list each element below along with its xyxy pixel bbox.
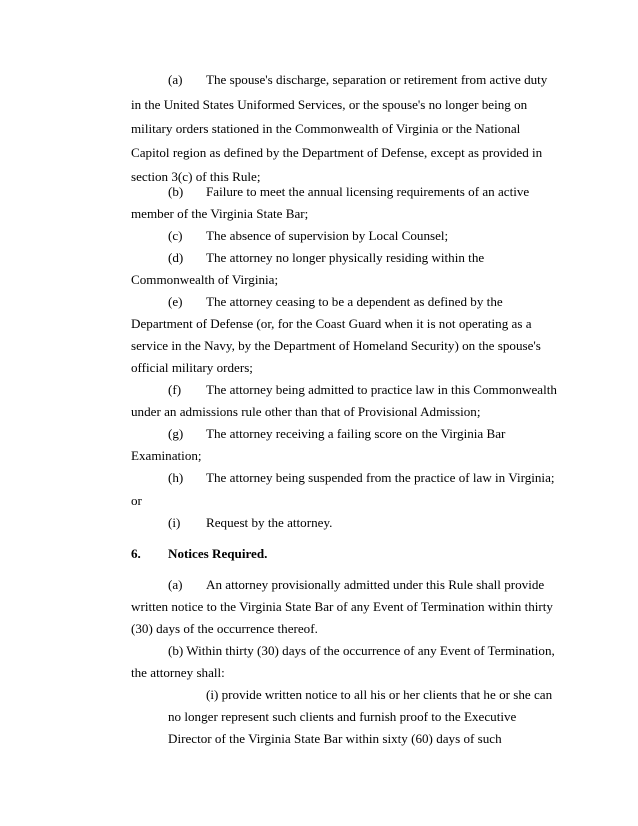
item-f-text: The attorney being admitted to practice law in this Commonwealth <box>206 382 557 397</box>
item-a-text-2: in the United States Uniformed Services, or the spouse's no longer being on <box>131 97 528 112</box>
item-g-text: The attorney receiving a failing score on the Virginia Bar <box>206 426 506 441</box>
notice-b-i-text-2: no longer represent such clients and furnish proof to the Executive <box>168 709 517 724</box>
notice-b-i-text: (i) provide written notice to all his or her clients that he or she can <box>206 687 553 702</box>
notice-a-label: (a) <box>168 577 183 592</box>
item-e-text-3: service in the Navy, by the Department of Homeland Security) on the spouse's <box>131 338 541 353</box>
notice-a-text-3: (30) days of the occurrence thereof. <box>131 621 318 636</box>
item-f-text-2: under an admissions rule other than that of Provisional Admission; <box>131 404 481 419</box>
item-d-text-2: Commonwealth of Virginia; <box>131 272 279 287</box>
item-d-label: (d) <box>168 250 184 265</box>
item-a-text-3: military orders stationed in the Commonwealth of Virginia or the National <box>131 121 521 136</box>
item-e-text-2: Department of Defense (or, for the Coast Guard when it is not operating as a <box>131 316 532 331</box>
notice-a-text-2: written notice to the Virginia State Bar of any Event of Termination within thirty <box>131 599 553 614</box>
item-i-label: (i) <box>168 515 181 530</box>
item-e-label: (e) <box>168 294 183 309</box>
item-d-text: The attorney no longer physically residing within the <box>206 250 485 265</box>
item-a-text-5: section 3(c) of this Rule; <box>131 169 261 184</box>
item-b-label: (b) <box>168 184 184 199</box>
item-h-label: (h) <box>168 470 184 485</box>
item-b-text: Failure to meet the annual licensing requirements of an active <box>206 184 530 199</box>
item-c-label: (c) <box>168 228 183 243</box>
item-i-text: Request by the attorney. <box>206 515 333 530</box>
notice-b-i-text-3: Director of the Virginia State Bar within sixty (60) days of such <box>168 731 502 746</box>
notice-b-text-2: the attorney shall: <box>131 665 225 680</box>
item-g-label: (g) <box>168 426 184 441</box>
item-e-text: The attorney ceasing to be a dependent as defined by the <box>206 294 503 309</box>
item-a-text-4: Capitol region as defined by the Department of Defense, except as provided in <box>131 145 543 160</box>
item-h-text-2: or <box>131 493 142 508</box>
item-f-label: (f) <box>168 382 182 397</box>
notice-b-text: (b) Within thirty (30) days of the occurrence of any Event of Termination, <box>168 643 555 658</box>
section-heading: Notices Required. <box>168 546 268 561</box>
item-c-text: The absence of supervision by Local Counsel; <box>206 228 449 243</box>
item-e-text-4: official military orders; <box>131 360 253 375</box>
item-a-text: The spouse's discharge, separation or retirement from active duty <box>206 72 548 87</box>
item-b-text-2: member of the Virginia State Bar; <box>131 206 309 221</box>
section-number: 6. <box>131 546 141 561</box>
item-a-label: (a) <box>168 72 183 87</box>
notice-a-text: An attorney provisionally admitted under this Rule shall provide <box>206 577 545 592</box>
item-g-text-2: Examination; <box>131 448 202 463</box>
item-h-text: The attorney being suspended from the practice of law in Virginia; <box>206 470 555 485</box>
